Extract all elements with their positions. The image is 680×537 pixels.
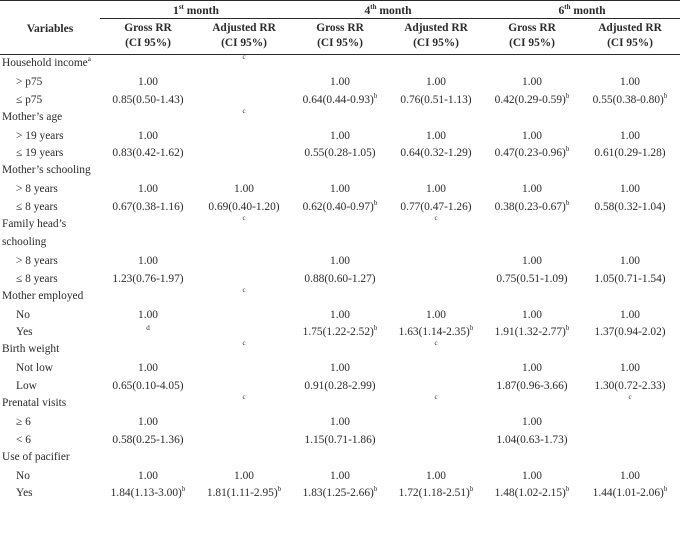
rr-cell [388,359,484,377]
rr-cell: 1.00 [522,129,542,142]
group-row [0,162,680,180]
group-row [0,109,680,127]
empty-cell [292,395,388,413]
not-in-model-marker: c [434,393,438,402]
rr-cell [388,270,484,288]
category-label: > 8 years [16,254,58,267]
rr-cell: 1.00 [522,183,542,196]
rr-cell: $1.81(1.11-2.95)^b$ [206,485,282,500]
rr-cell: $0.47(0.23-0.96)^b$ [494,145,570,160]
rr-cell: 1.00 [620,75,640,88]
table-row [0,485,680,503]
rr-cell: 1.00 [330,308,350,321]
empty-cell [484,288,580,306]
table-row [0,252,680,270]
month-1-header: 1st month [100,1,292,19]
month-1-gross-header: Gross RR (CI 95%) [100,19,196,55]
rr-cell: 0.91(0.28-2.99) [304,380,376,393]
category-label: Yes [16,326,33,339]
footnote-marker: a [87,55,91,64]
rr-cell: 1.00 [138,308,158,321]
not-in-model-marker [580,216,680,252]
rr-cell: 1.00 [138,362,158,375]
rr-cell: 1.00 [620,183,640,196]
not-in-model-marker: c [242,106,246,115]
rr-cell [196,270,292,288]
rr-cell: $1.75(1.22-2.52)^b$ [302,324,378,339]
category-label: < 6 [16,433,31,446]
table-row [0,180,680,198]
rr-cell [196,144,292,162]
table-row [0,413,680,431]
rr-cell: 1.00 [426,75,446,88]
category-label: ≥ 6 [16,415,31,428]
empty-cell [100,55,196,73]
not-in-model-marker: c [242,53,246,61]
not-in-model-marker: c [628,393,632,402]
month-4-gross-header: Gross RR (CI 95%) [292,19,388,55]
rr-cell: 1.00 [330,75,350,88]
rr-cell: $1.63(1.14-2.35)^b$ [398,324,474,339]
rr-cell: 0.61(0.29-1.28) [594,147,666,160]
category-label: ≤ p75 [16,93,43,106]
rr-cell: 1.00 [234,469,254,482]
not-in-model-marker: c [242,214,246,223]
empty-cell [292,288,388,306]
table-row [0,73,680,91]
rr-cell: 1.00 [330,183,350,196]
rr-cell: 1.00 [138,254,158,267]
not-in-model-marker [580,55,680,73]
category-label: > 19 years [16,129,64,142]
category-label: ≤ 19 years [16,147,64,160]
group-label: Household income$^a$ [2,55,91,69]
rr-cell: $1.44(1.01-2.06)^b$ [592,485,668,500]
rr-cell: $0.62(0.40-0.97)^b$ [302,199,378,214]
empty-cell [484,449,580,467]
table-row [0,323,680,341]
not-in-model-marker [580,449,680,467]
rr-cell: 1.00 [138,129,158,142]
rr-cell: 1.00 [522,254,542,267]
empty-cell [100,216,196,252]
rr-cell: 1.00 [138,75,158,88]
not-in-model-marker: c [434,214,438,223]
rr-cell: 1.23(0.76-1.97) [112,272,184,285]
rr-cell: 1.00 [330,254,350,267]
rr-cell: 1.00 [330,362,350,375]
rr-cell: 1.00 [426,183,446,196]
category-label: No [16,469,30,482]
rr-cell: $0.55(0.38-0.80)^b$ [592,91,668,106]
empty-cell [484,55,580,73]
rr-cell: $0.42(0.29-0.59)^b$ [494,91,570,106]
rr-cell [388,431,484,449]
empty-cell [292,449,388,467]
rr-cell: $0.64(0.44-0.93)^b$ [302,91,378,106]
rr-cell: 1.00 [234,183,254,196]
rr-cell [196,91,292,109]
group-label: Mother employed [2,289,84,302]
rr-cell: $1.84(1.13-3.00)^b$ [110,485,186,500]
rr-cell: 1.00 [620,129,640,142]
group-row [0,341,680,359]
empty-cell [484,395,580,413]
rr-cell: 1.00 [522,469,542,482]
rr-cell: $1.72(1.18-2.51)^b$ [398,485,474,500]
group-label: Birth weight [2,343,60,356]
rr-cell: 0.76(0.51-1.13) [400,93,472,106]
rr-cell: 0.58(0.25-1.36) [112,433,184,446]
rr-cell [196,413,292,431]
rr-cell: 1.00 [330,129,350,142]
rr-cell: 1.00 [620,362,640,375]
group-label: Mother’s schooling [2,164,91,177]
empty-cell [484,162,580,180]
rr-cell: 1.87(0.96-3.66) [496,380,568,393]
rr-cell: 1.30(0.72-2.33) [594,380,666,393]
not-in-model-marker [196,449,292,467]
group-label: Prenatal visits [2,397,67,410]
empty-cell [484,216,580,252]
empty-cell [100,109,196,127]
not-in-model-marker: c [242,393,246,402]
empty-cell [100,341,196,359]
rr-cell [580,431,680,449]
not-in-model-marker [388,109,484,127]
empty-cell [100,449,196,467]
rr-cell: 1.04(0.63-1.73) [496,433,568,446]
month-6-adjusted-header: Adjusted RR (CI 95%) [580,19,680,55]
group-label: Use of pacifier [2,450,70,463]
rr-cell: 0.67(0.38-1.16) [112,201,184,214]
rr-cell: 1.00 [426,129,446,142]
rr-cell [388,252,484,270]
month-6-gross-header: Gross RR (CI 95%) [484,19,580,55]
empty-cell [484,109,580,127]
rr-cell: 0.58(0.32-1.04) [594,201,666,214]
rr-cell: 1.00 [138,183,158,196]
rr-cell: $1.91(1.32-2.77)^b$ [494,324,570,339]
rr-cell: 0.83(0.42-1.62) [112,147,184,160]
category-label: ≤ 8 years [16,272,58,285]
rr-cell [196,359,292,377]
not-in-model-marker [580,288,680,306]
rr-cell: 1.00 [522,75,542,88]
rr-cell: 1.00 [522,362,542,375]
empty-cell [484,341,580,359]
rr-cell: 1.00 [620,254,640,267]
group-row [0,216,680,252]
rr-cell: 0.85(0.50-1.43) [112,93,184,106]
rr-cell: 1.00 [426,469,446,482]
rr-cell: 1.00 [330,469,350,482]
empty-cell [292,216,388,252]
category-label: No [16,308,30,321]
not-in-model-marker: c [434,339,438,348]
month-4-adjusted-header: Adjusted RR (CI 95%) [388,19,484,55]
not-in-model-marker [388,288,484,306]
category-label: > p75 [16,75,43,88]
rr-cell [388,413,484,431]
group-row [0,288,680,306]
rr-cell: 1.00 [138,469,158,482]
category-label: ≤ 8 years [16,201,58,214]
rr-cell: 0.55(0.28-1.05) [304,147,376,160]
rr-cell: 1.00 [620,469,640,482]
month-6-header: 6th month [484,1,680,19]
table-row [0,270,680,288]
rr-cell: $1.83(1.25-2.66)^b$ [302,485,378,500]
table-row [0,359,680,377]
rr-cell: 0.88(0.60-1.27) [304,272,376,285]
group-label: Family head’s schooling [2,218,67,248]
rr-cell: 1.15(0.71-1.86) [304,433,376,446]
rr-cell [196,306,292,324]
rr-cell: 0.69(0.40-1.20) [208,201,280,214]
not-in-model-marker [388,449,484,467]
rr-cell: d [146,324,150,333]
table-row [0,127,680,145]
rr-cell: 1.37(0.94-2.02) [594,326,666,339]
not-in-model-marker [580,109,680,127]
table-row [0,377,680,395]
empty-cell [100,162,196,180]
month-4-header: 4th month [292,1,484,19]
table-row [0,144,680,162]
rr-cell: 1.00 [330,415,350,428]
rr-cell: 1.00 [426,308,446,321]
rr-cell [196,252,292,270]
not-in-model-marker [196,162,292,180]
rr-cell: $1.48(1.02-2.15)^b$ [494,485,570,500]
rr-cell [580,413,680,431]
empty-cell [100,288,196,306]
table-row [0,91,680,109]
rr-cell: 1.00 [522,415,542,428]
variables-header: Variables [0,1,100,55]
not-in-model-marker [388,162,484,180]
empty-cell [292,55,388,73]
empty-cell [292,341,388,359]
rr-cell: 1.05(0.71-1.54) [594,272,666,285]
not-in-model-marker: c [242,285,246,294]
category-label: Yes [16,487,33,500]
rr-cell: 0.65(0.10-4.05) [112,380,184,393]
table-row [0,467,680,485]
empty-cell [292,162,388,180]
group-row [0,55,680,73]
rr-cell [196,73,292,91]
group-row [0,395,680,413]
category-label: Low [16,380,37,393]
group-row [0,449,680,467]
rr-cell: 1.00 [138,415,158,428]
table-row [0,431,680,449]
not-in-model-marker [580,341,680,359]
rr-cell: $0.38(0.23-0.67)^b$ [494,199,570,214]
not-in-model-marker [580,162,680,180]
table-row [0,306,680,324]
month-1-adjusted-header: Adjusted RR (CI 95%) [196,19,292,55]
category-label: > 8 years [16,183,58,196]
rr-cell [196,431,292,449]
empty-cell [100,395,196,413]
rr-cell: 0.77(0.47-1.26) [400,201,472,214]
not-in-model-marker: c [242,339,246,348]
rr-cell [196,127,292,145]
rr-cell: 0.64(0.32-1.29) [400,147,472,160]
category-label: Not low [16,362,54,375]
rr-cell: 0.75(0.51-1.09) [496,272,568,285]
rr-cell: 1.00 [620,308,640,321]
rr-cell: 1.00 [522,308,542,321]
empty-cell [292,109,388,127]
group-label: Mother’s age [2,110,63,123]
not-in-model-marker [388,55,484,73]
table-row [0,198,680,216]
